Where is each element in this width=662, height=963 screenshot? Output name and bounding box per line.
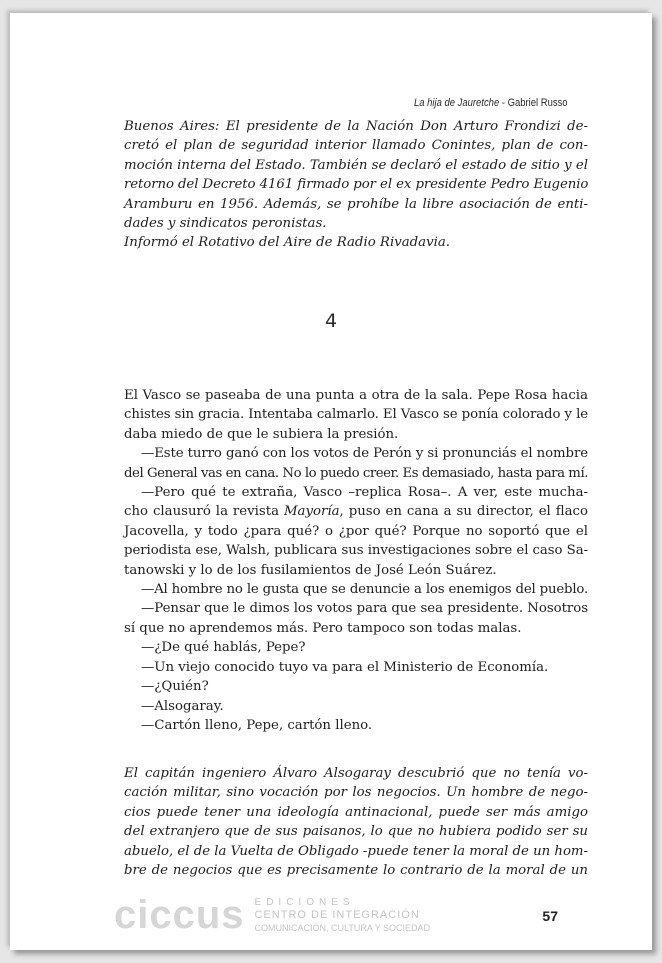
chapter-number: 4 [324, 310, 338, 332]
running-head-separator: - [499, 97, 509, 109]
text-line: El capitán ingeniero Álvaro Alsogaray descubrió que no tenía vo- [124, 766, 588, 781]
text-line: cretó el plan de seguridad interior llamado Conintes, plan de con- [124, 138, 588, 154]
text-line: chistes sin gracia. Intentaba calmarlo. El Vasco se ponía colorado y le [124, 407, 588, 423]
text-line: —Cartón lleno, Pepe, cartón lleno. [141, 717, 373, 733]
text-line: Buenos Aires: El presidente de la Nación Don Arturo Frondizi de- [124, 119, 588, 134]
text-line: abuelo, el de la Vuelta de Obligado -puede tener la moral de un hom- [124, 843, 589, 859]
book-page [10, 13, 652, 950]
text-line: —Este turro ganó con los votos de Perón y si pronunciás el nombre [141, 446, 588, 462]
dialogue-section [124, 386, 588, 735]
text-line: moción interna del Estado. También se declaró el estado de sitio y el [124, 157, 588, 173]
book-author: Gabriel Russo [508, 97, 568, 109]
text-line: bre de negocios que es precisamente lo contrario de la moral de un [124, 863, 588, 879]
publisher-watermark [114, 885, 494, 945]
text-line: —¿De qué hablás, Pepe? [141, 640, 306, 656]
intro-news-paragraph [124, 117, 588, 253]
text-line: Informó el Rotativo del Aire de Radio Rivadavia. [124, 235, 450, 251]
text-line: cación militar, sino vocación por los negocios. Un hombre de nego- [124, 785, 588, 801]
watermark-top: EDICIONES [254, 896, 355, 908]
text-line: del General vas en cana. No lo puedo creer. Es demasiado, hasta para mí. [124, 465, 588, 481]
text-line: sí que no aprendemos más. Pero tampoco son todas malas. [124, 620, 522, 636]
watermark-text-stack [255, 896, 431, 935]
text-line: del extranjero que de sus paisanos, lo que no hubiera podido ser su [124, 824, 588, 840]
text-line: Aramburu en 1956. Además, se prohíbe la libre asociación de enti- [124, 196, 588, 212]
closing-italic-paragraph [124, 764, 588, 880]
text-line: tanowski y lo de los fusilamientos de José León Suárez. [124, 562, 497, 578]
text-line: retorno del Decreto 4161 firmado por el ex presidente Pedro Eugenio [124, 177, 589, 193]
book-title: La hija de Jauretche [414, 97, 500, 109]
text-line: —Pensar que le dimos los votos para que sea presidente. Nosotros [141, 601, 588, 617]
text-line: dades y sindicatos peronistas. [124, 216, 327, 232]
text-line: cios puede tener una ideología antinacional, puede ser más amigo [124, 804, 588, 820]
text-line: —Alsogaray. [141, 698, 224, 714]
magazine-title: Mayoría [283, 504, 340, 520]
page-number: 57 [542, 908, 558, 924]
running-head [414, 97, 568, 109]
text-line: periodista ese, Walsh, publicara sus investigaciones sobre el caso Sa- [124, 543, 589, 559]
text-line: —¿Quién? [141, 679, 209, 695]
watermark-line2: COMUNICACIÓN, CULTURA Y SOCIEDAD [254, 922, 431, 933]
text-line: El Vasco se paseaba de una punta a otra de la sala. Pepe Rosa hacia [124, 388, 588, 403]
text-line: —Un viejo conocido tuyo va para el Ministerio de Economía. [141, 659, 549, 675]
text-fragment: cho clausuró la revista [124, 504, 284, 520]
watermark-line1: CENTRO DE INTEGRACIÓN [254, 908, 420, 921]
text-line: daba miedo de que le subiera la presión. [124, 426, 399, 442]
watermark-brand: ciccus [114, 893, 245, 937]
text-line [124, 502, 588, 521]
text-line: —Pero qué te extraña, Vasco –replica Rosa–. A ver, este mucha- [141, 485, 588, 501]
text-fragment: , puso en cana a su director, el flaco [339, 504, 588, 520]
text-line: —Al hombre no le gusta que se denuncie a los enemigos del pueblo. [141, 582, 588, 598]
text-line: Jacovella, y todo ¿para qué? o ¿por qué? Porque no soportó que el [124, 523, 588, 539]
